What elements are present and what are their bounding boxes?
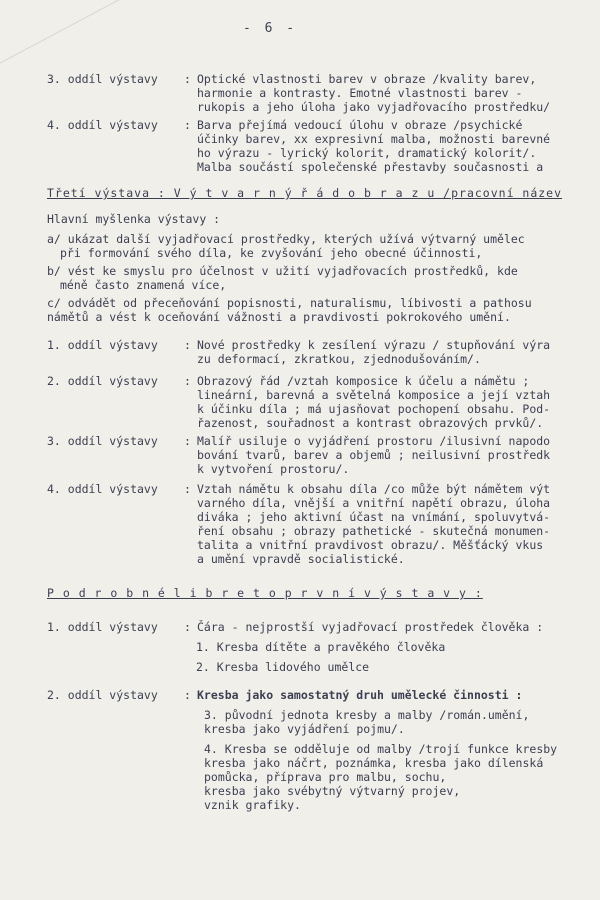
section-text-line: Vztah námětu k obsahu díla /co může být námětem výt — [197, 482, 551, 496]
section-label: 4. oddíl výstavy — [47, 482, 158, 496]
section-label: 2. oddíl výstavy — [47, 374, 158, 388]
section-text-line: varného díla, vnější a vnitřní napětí obrazu, úloha — [197, 496, 551, 510]
separator: : — [184, 338, 191, 352]
list-item-line: 3. původní jednota kresby a malby /román.umění, — [204, 708, 530, 722]
list-item-line: vznik grafiky. — [204, 798, 301, 812]
page-number: - 6 - — [243, 21, 298, 36]
section-text-line: Barva přejímá vedoucí úlohu v obraze /psychické — [197, 118, 523, 132]
main-idea-heading: Hlavní myšlenka výstavy : — [47, 212, 221, 226]
section-text-line: Malba součástí společenské přestavby současnosti a — [197, 160, 544, 174]
point-line: c/ odvádět od přeceňování popisnosti, naturalismu, líbivosti a pathosu — [47, 296, 532, 310]
list-item-line: kresba jako náčrt, poznámka, kresba jako dílenská — [204, 756, 544, 770]
section-label: 1. oddíl výstavy — [47, 338, 158, 352]
separator: : — [184, 374, 191, 388]
section-text-line: Optické vlastnosti barev v obraze /kvality barev, — [197, 72, 537, 86]
section-text-line: k účinku díla ; má ujasňovat pochopení obsahu. Pod- — [197, 402, 551, 416]
list-item-line: pomůcka, příprava pro malbu, sochu, — [204, 770, 447, 784]
section-label: 1. oddíl výstavy — [47, 620, 158, 634]
separator: : — [184, 620, 191, 634]
section-text-line: diváka ; jeho aktivní účast na vnímání, spoluvytvá- — [197, 510, 551, 524]
section-label: 3. oddíl výstavy — [47, 72, 158, 86]
section-text-line: k vytvoření prostoru/. — [197, 462, 350, 476]
point-line: b/ vést ke smyslu pro účelnost v užití vyjadřovacích prostředků, kde — [47, 264, 518, 278]
section-text-line: Čára - nejprostší vyjadřovací prostředek člověka : — [197, 620, 544, 634]
separator: : — [184, 118, 191, 132]
list-item: 1. Kresba dítěte a pravěkého člověka — [196, 640, 446, 654]
point-line: a/ ukázat další vyjadřovací prostředky, kterých užívá výtvarný umělec — [47, 232, 525, 246]
section-text-line: ření obsahu ; obrazy pathetické - skutečná monumen- — [197, 524, 551, 538]
section-text-line: talita a vnitřní pravdivost obrazu/. Měšťácký vkus — [197, 538, 544, 552]
section-text-line: a umění vpravdě socialistické. — [197, 552, 405, 566]
point-line: námětů a vést k oceňování vážnosti a pravdivosti pokrokového umění. — [47, 310, 511, 324]
list-item-line: 4. Kresba se odděluje od malby /trojí funkce kresby — [204, 742, 558, 756]
section-text-line: Malíř usiluje o vyjádření prostoru /ilusivní napodo — [197, 434, 551, 448]
list-item-line: kresba jako svébytný výtvarný projev, — [204, 784, 461, 798]
section-heading: Třetí výstava : V ý t v a r n ý ř á d o b r a z u /pracovní název — [47, 186, 563, 200]
section-text-line: ho výrazu - lyrický kolorit, dramatický kolorit/. — [197, 146, 537, 160]
section-text-line: zu deformací, zkratkou, zjednodušováním/. — [197, 352, 481, 366]
point-line: při formování svého díla, ke zvyšování jeho obecné účinnosti, — [60, 246, 483, 260]
section-text-line: řazenost, souřadnost a kontrast obrazových prvků/. — [197, 416, 544, 430]
section-text-line: Nové prostředky k zesílení výrazu / stupňování výra — [197, 338, 551, 352]
point-line: méně často znamená více, — [60, 278, 227, 292]
separator: : — [184, 482, 191, 496]
list-item: 2. Kresba lidového umělce — [196, 660, 370, 674]
separator: : — [184, 434, 191, 448]
section-text-line: bování tvarů, barev a objemů ; neilusivní prostředk — [197, 448, 551, 462]
section-text-line: Obrazový řád /vztah komposice k účelu a námětu ; — [197, 374, 530, 388]
section-text-line: harmonie a kontrasty. Emotné vlastnosti barev - — [197, 86, 523, 100]
section-label: 4. oddíl výstavy — [47, 118, 158, 132]
section-label: 2. oddíl výstavy — [47, 688, 158, 702]
section-text-line: Kresba jako samostatný druh umělecké činnosti : — [197, 688, 523, 702]
section-text-line: účinky barev, xx expresivní malba, možnosti barevné — [197, 132, 551, 146]
separator: : — [184, 72, 191, 86]
section-text-line: rukopis a jeho úloha jako vyjadřovacího prostředku/ — [197, 100, 551, 114]
section-text-line: lineární, barevná a světelná komposice a její vztah — [197, 388, 551, 402]
separator: : — [184, 688, 191, 702]
section-label: 3. oddíl výstavy — [47, 434, 158, 448]
list-item-line: kresba jako vyjádření pojmu/. — [204, 722, 405, 736]
section-heading: P o d r o b n é l i b r e t o p r v n í v ý s t a v y : — [47, 586, 483, 600]
paper-fold-mark — [0, 0, 151, 68]
